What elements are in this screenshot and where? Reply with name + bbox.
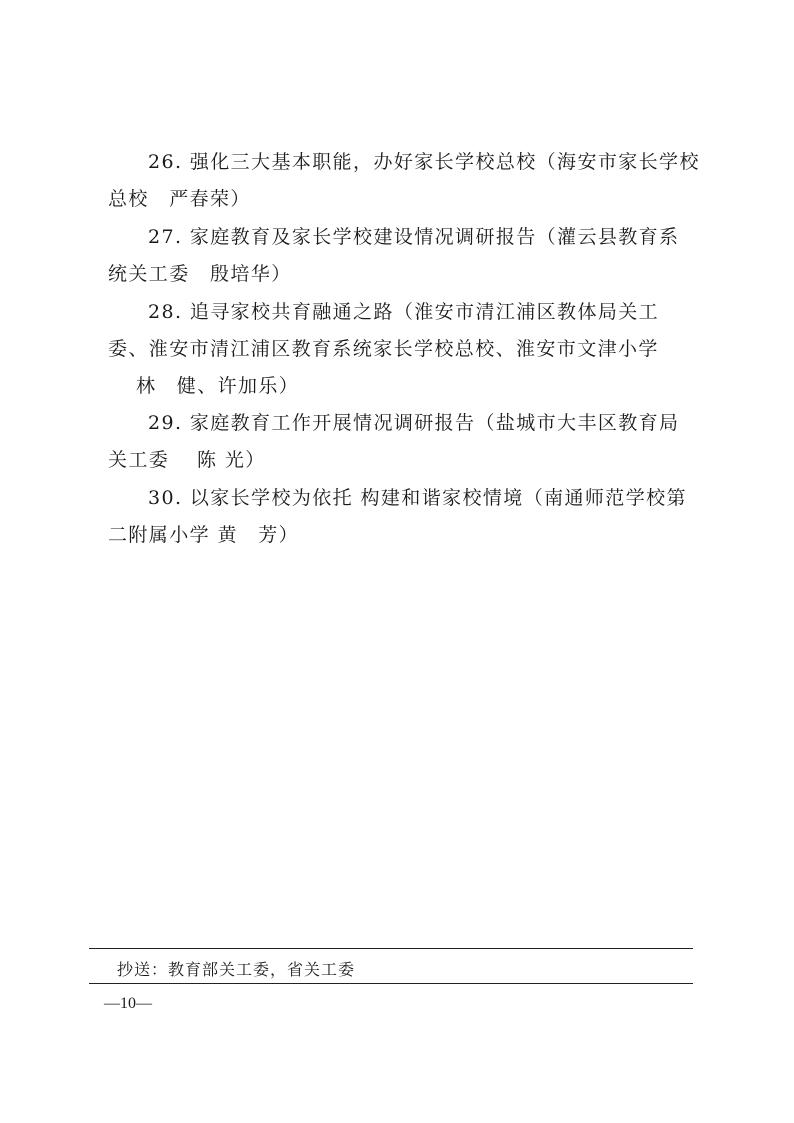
list-item-line: 26. 强化三大基本职能，办好家长学校总校（海安市家长学校 xyxy=(148,151,700,173)
list-item-line: 林 健、许加乐） xyxy=(136,375,300,397)
list-item-line: 统关工委 殷培华） xyxy=(108,263,292,285)
cc-recipients: 抄送：教育部关工委，省关工委 xyxy=(117,960,356,979)
page-number: —10— xyxy=(104,995,152,1012)
list-item-line: 28. 追寻家校共育融通之路（淮安市清江浦区教体局关工 xyxy=(148,301,660,323)
list-item-line: 27. 家庭教育及家长学校建设情况调研报告（灌云县教育系 xyxy=(148,226,680,248)
list-item-28 xyxy=(108,294,696,405)
list-item-line: 委、淮安市清江浦区教育系统家长学校总校、淮安市文津小学 xyxy=(108,338,659,360)
list-item-29 xyxy=(108,405,696,479)
list-item-27 xyxy=(108,219,696,293)
list-item-line: 总校 严春荣） xyxy=(108,188,251,210)
list-item-30 xyxy=(108,480,696,554)
list-item-line: 关工委 陈 光） xyxy=(108,449,266,471)
list-item-line: 30. 以家长学校为依托 构建和谐家校情境（南通师范学校第 xyxy=(148,487,687,509)
footer-bottom-divider xyxy=(89,983,693,984)
list-item-26 xyxy=(108,144,700,218)
list-item-line: 29. 家庭教育工作开展情况调研报告（盐城市大丰区教育局 xyxy=(148,412,680,434)
footer-top-divider xyxy=(89,948,693,949)
list-item-line: 二附属小学 黄 芳） xyxy=(108,524,300,546)
